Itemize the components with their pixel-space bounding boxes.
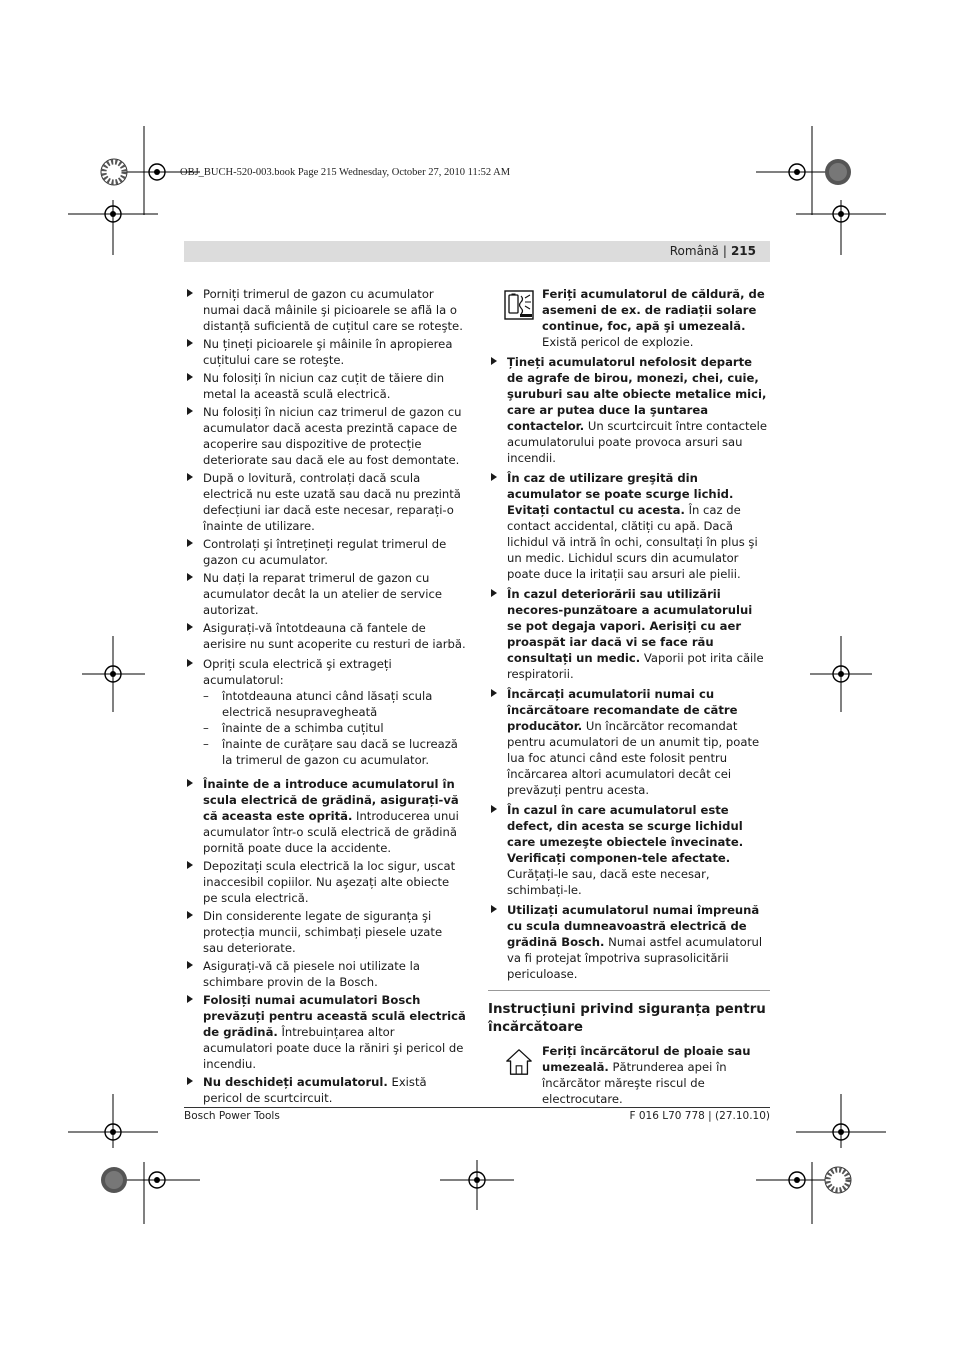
sub-item — [203, 720, 466, 736]
footer-divider — [184, 1107, 770, 1108]
list-item — [184, 404, 466, 468]
heat-warning-bold: Feriți acumulatorul de căldură, de asemeni de ex. de radiații solare continue, foc, apă şi umezeală. — [542, 287, 765, 333]
item-text: În caz de contact accidental, clătiți cu apă. Dacă lichidul vă intră în ochi, consultați în plus şi un medic. Lichidul scurs din acumulator poate duce la iritații sau arsuri ale pielii. — [507, 503, 758, 581]
item-bold: Țineți acumulatorul nefolosit departe de agrafe de birou, monezi, chei, cuie, şuruburi sau alte obiecte metalice mici, care ar putea duce la şuntarea contactelor. — [507, 355, 767, 433]
sub-item-text: înainte de curățare sau dacă se lucrează la trimerul de gazon cu acumulator. — [222, 737, 458, 767]
item-bold: Înainte de a introduce acumulatorul în scula electrică de grădină, asigurați-vă că aceasta este oprită. — [203, 777, 459, 823]
list-item — [488, 586, 770, 682]
item-text: Nu dați la reparat trimerul de gazon cu acumulator decât la un atelier de service autorizat. — [203, 571, 442, 617]
bullet-icon — [187, 911, 193, 919]
list-item — [184, 286, 466, 334]
list-item — [184, 570, 466, 618]
bullet-icon — [187, 373, 193, 381]
charger-warning — [488, 1043, 770, 1107]
item-text: Depozitați scula electrică la loc sigur, uscat inaccesibil copiilor. Nu aşezați alte obiecte pe scula electrică. — [203, 859, 456, 905]
item-text: Vaporii pot irita căile respiratorii. — [507, 651, 764, 681]
item-text: Controlați şi întrețineți regulat trimerul de gazon cu acumulator. — [203, 537, 447, 567]
bullet-icon — [187, 539, 193, 547]
bullet-icon — [491, 689, 497, 697]
list-item — [488, 470, 770, 582]
footer-doc-number: F 016 L70 778 | (27.10.10) — [629, 1110, 770, 1122]
item-bold: Încărcați acumulatorii numai cu încărcătoare recomandate de către producător. — [507, 687, 738, 733]
list-item — [184, 620, 466, 652]
item-text: Un încărcător recomandat pentru acumulatori de un anumit tip, poate lua foc atunci când este folosit pentru încărcarea altori acumulatori decât cei prevăzuți pentru acesta. — [507, 719, 760, 797]
header-text — [670, 244, 756, 258]
list-item — [488, 802, 770, 898]
list-item — [184, 858, 466, 906]
section-title: Instrucțiuni privind siguranța pentru încărcătoare — [488, 1002, 766, 1035]
bullet-icon — [187, 573, 193, 581]
charger-warning-bold: Feriți încărcătorul de ploaie sau umezeală. — [542, 1044, 751, 1074]
item-text: Opriți scula electrică şi extrageți acumulatorul: — [203, 657, 392, 687]
bullet-icon — [187, 473, 193, 481]
sub-list — [203, 688, 466, 768]
item-text: Numai astfel acumulatorul va fi protejat împotriva suprasolicitării periculoase. — [507, 935, 763, 981]
item-bold: Nu deschideți acumulatorul. — [203, 1075, 388, 1089]
item-bold: În caz de utilizare greşită din acumulator se poate scurge lichid. Evitați contactul cu acesta. — [507, 471, 734, 517]
heat-warning — [488, 286, 770, 350]
item-text: Din considerente legate de siguranța şi protecția muncii, schimbați piesele uzate sau deteriorate. — [203, 909, 443, 955]
list-item — [184, 908, 466, 956]
item-text: Nu folosiți în niciun caz trimerul de gazon cu acumulator dacă acesta prezintă capace de acoperire sau dispozitive de protecție deteriorate sau dacă ele au fost demontate. — [203, 405, 462, 467]
list-item — [184, 470, 466, 534]
bullet-icon — [187, 407, 193, 415]
item-text: Există pericol de scurtcircuit. — [203, 1075, 427, 1105]
sub-item — [203, 688, 466, 720]
sub-item — [203, 736, 466, 768]
header-language: Română — [669, 244, 719, 258]
print-info: OBJ_BUCH-520-003.book Page 215 Wednesday, October 27, 2010 11:52 AM — [180, 167, 511, 178]
dash: – — [203, 737, 209, 751]
left-column — [184, 286, 466, 1108]
item-text: Nu țineți picioarele şi mâinile în apropierea cuțitului care se roteşte. — [203, 337, 453, 367]
item-text: Un scurtcircuit între contactele acumulatorului poate provoca arsuri sau incendii. — [507, 419, 768, 465]
section-divider — [488, 990, 770, 991]
dash: – — [203, 721, 209, 735]
list-item — [184, 536, 466, 568]
bullet-icon — [187, 861, 193, 869]
bullet-icon — [187, 961, 193, 969]
list-item — [488, 686, 770, 798]
bullet-icon — [187, 779, 193, 787]
bullet-icon — [491, 473, 497, 481]
bullet-icon — [491, 905, 497, 913]
charger-warning-text: Pătrunderea apei în încărcător măreşte riscul de electrocutare. — [542, 1060, 727, 1106]
item-text: Nu folosiți în niciun caz cuțit de tăiere din metal la această sculă electrică. — [203, 371, 445, 401]
bullet-icon — [187, 1077, 193, 1085]
footer-brand: Bosch Power Tools — [184, 1110, 280, 1122]
list-item — [184, 776, 466, 856]
item-bold: Utilizați acumulatorul numai împreună cu scula dumneavoastră electrică de grădină Bosch. — [507, 903, 760, 949]
item-text: Asigurați-vă că piesele noi utilizate la schimbare provin de la Bosch. — [203, 959, 420, 989]
item-text: Asigurați-vă întotdeauna că fantele de aerisire nu sunt acoperite cu resturi de iarbă. — [203, 621, 466, 651]
list-item — [184, 958, 466, 990]
bullet-icon — [491, 589, 497, 597]
item-text: Porniți trimerul de gazon cu acumulator numai dacă mâinile şi picioarele se află la o distanță suficientă de cuțitul care se roteşte. — [203, 287, 463, 333]
page-header — [184, 241, 770, 262]
list-item — [488, 354, 770, 466]
item-text: Introducerea unui acumulator într-o sculă electrică de grădină pornită poate duce la accidente. — [203, 809, 459, 855]
house-indoor-icon — [504, 1047, 534, 1077]
bullet-icon — [187, 659, 193, 667]
bullet-icon — [187, 623, 193, 631]
bullet-icon — [187, 995, 193, 1003]
item-text: Întrebuințarea altor acumulatori poate duce la răniri şi pericol de incendiu. — [203, 1025, 464, 1071]
item-text: Curățați-le sau, dacă este necesar, schimbați-le. — [507, 867, 710, 897]
list-item — [184, 336, 466, 368]
item-bold: În cazul deteriorării sau utilizării necores-punzătoare a acumulatorului se pot degaja vapori. Aerisiți cu aer proaspăt iar dacă vi se face rău consultați un medic. — [507, 587, 753, 665]
bullet-icon — [187, 339, 193, 347]
list-item — [184, 656, 466, 768]
bullet-icon — [187, 289, 193, 297]
item-bold: Folosiți numai acumulatori Bosch prevăzuți pentru această sculă electrică de grădină. — [203, 993, 466, 1039]
list-item — [184, 370, 466, 402]
sub-item-text: înainte de a schimba cuțitul — [222, 721, 384, 735]
page-number: 215 — [730, 244, 756, 258]
item-bold: În cazul în care acumulatorul este defect, din acesta se scurge lichidul care umezeşte obiectele învecinate. Verificați componen-tele afectate. — [507, 803, 744, 865]
dash: – — [203, 689, 209, 703]
battery-heat-icon — [504, 290, 534, 320]
list-item — [488, 902, 770, 982]
bullet-icon — [491, 805, 497, 813]
header-separator: | — [722, 244, 727, 258]
right-column — [488, 286, 770, 1109]
heat-warning-text: Există pericol de explozie. — [542, 335, 694, 349]
bullet-icon — [491, 357, 497, 365]
list-item — [184, 1074, 466, 1106]
list-item — [184, 992, 466, 1072]
item-text: După o lovitură, controlați dacă scula electrică nu este uzată sau dacă nu prezintă defecțiuni iar dacă este necesar, reparați-o înainte de utilizare. — [203, 471, 461, 533]
sub-item-text: întotdeauna atunci când lăsați scula electrică nesupravegheată — [222, 689, 433, 719]
